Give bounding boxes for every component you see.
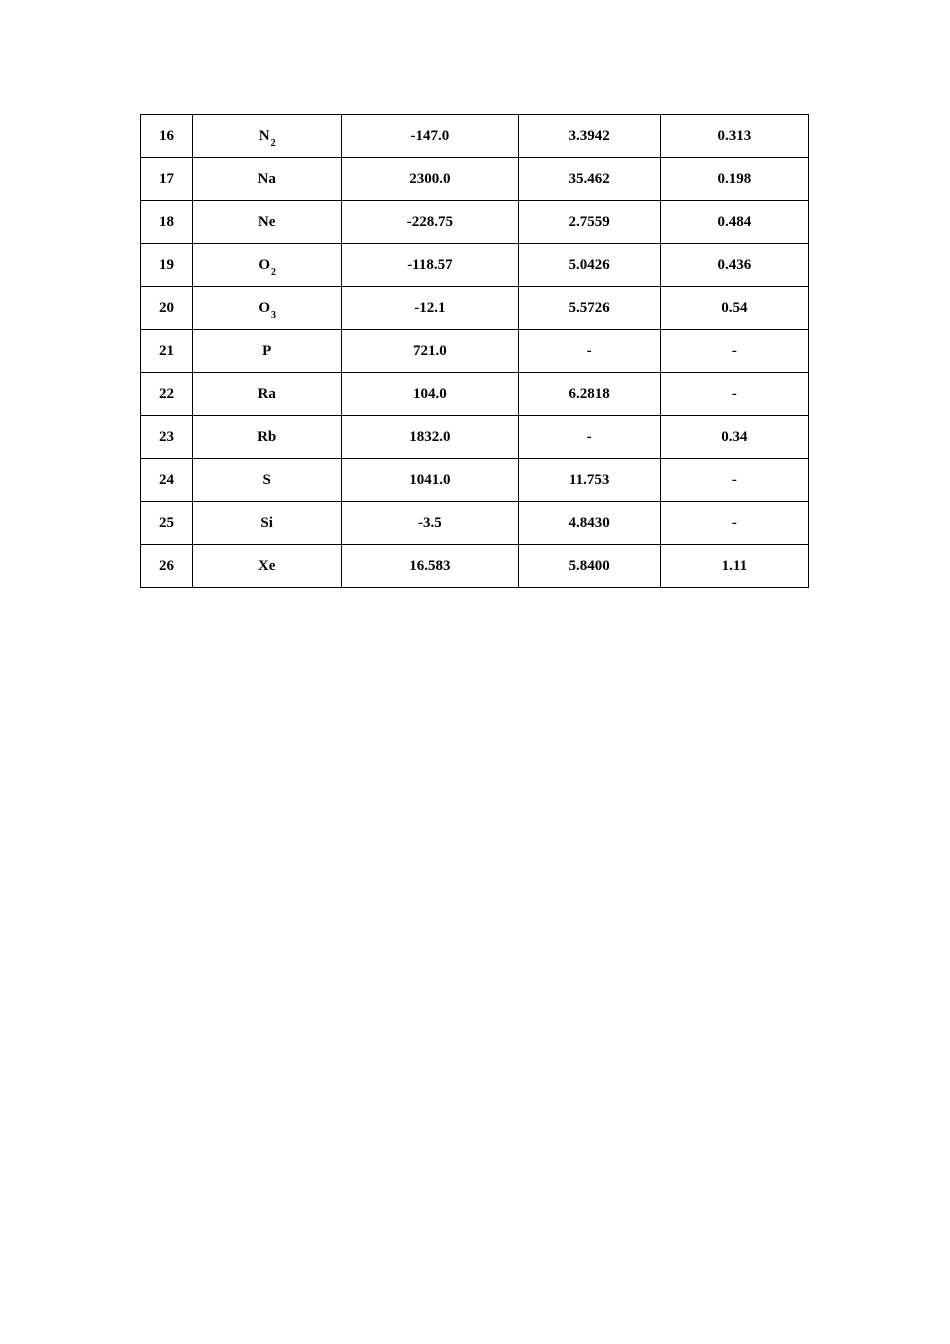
value-cell: -: [660, 330, 808, 373]
value-cell: 4.8430: [518, 502, 660, 545]
value-cell: -: [660, 459, 808, 502]
table-row: [141, 201, 809, 244]
table-row: [141, 115, 809, 158]
value-cell: -: [518, 330, 660, 373]
formula-text: Ne: [257, 213, 276, 230]
formula-cell: [193, 545, 342, 588]
formula-cell: [193, 330, 342, 373]
value-cell: 0.198: [660, 158, 808, 201]
formula-text: S: [262, 471, 271, 488]
formula-cell: [193, 416, 342, 459]
formula-text: Na: [257, 170, 276, 187]
value-cell: 104.0: [342, 373, 518, 416]
formula-cell: [193, 287, 342, 330]
formula-subscript: 2: [271, 266, 276, 278]
value-cell: 5.0426: [518, 244, 660, 287]
value-cell: -118.57: [342, 244, 518, 287]
value-cell: 2.7559: [518, 201, 660, 244]
value-cell: 5.8400: [518, 545, 660, 588]
formula-text: Si: [260, 514, 273, 531]
value-cell: 2300.0: [342, 158, 518, 201]
row-number-cell: 24: [141, 459, 193, 502]
value-cell: 0.313: [660, 115, 808, 158]
value-cell: 3.3942: [518, 115, 660, 158]
table-row: [141, 502, 809, 545]
table-body: [141, 115, 809, 588]
formula-text: Ra: [257, 385, 276, 402]
formula-cell: [193, 244, 342, 287]
value-cell: -228.75: [342, 201, 518, 244]
table-row: [141, 330, 809, 373]
formula-text: O: [258, 256, 270, 273]
formula-text: Rb: [257, 428, 277, 445]
value-cell: -: [518, 416, 660, 459]
formula-text: O: [258, 299, 270, 316]
value-cell: 0.484: [660, 201, 808, 244]
value-cell: 721.0: [342, 330, 518, 373]
value-cell: -: [660, 373, 808, 416]
value-cell: -: [660, 502, 808, 545]
formula-cell: [193, 502, 342, 545]
row-number-cell: 19: [141, 244, 193, 287]
formula-subscript: 3: [271, 309, 276, 321]
row-number-cell: 23: [141, 416, 193, 459]
table-row: [141, 459, 809, 502]
row-number-cell: 26: [141, 545, 193, 588]
formula-cell: [193, 373, 342, 416]
row-number-cell: 17: [141, 158, 193, 201]
value-cell: 16.583: [342, 545, 518, 588]
row-number-cell: 16: [141, 115, 193, 158]
row-number-cell: 21: [141, 330, 193, 373]
formula-cell: [193, 201, 342, 244]
value-cell: 0.436: [660, 244, 808, 287]
value-cell: -12.1: [342, 287, 518, 330]
formula-cell: [193, 459, 342, 502]
formula-subscript: 2: [270, 137, 276, 149]
value-cell: -147.0: [342, 115, 518, 158]
value-cell: 0.34: [660, 416, 808, 459]
table-row: [141, 287, 809, 330]
value-cell: 11.753: [518, 459, 660, 502]
formula-text: Xe: [257, 557, 276, 574]
row-number-cell: 22: [141, 373, 193, 416]
formula-cell: [193, 158, 342, 201]
data-table: [140, 114, 809, 588]
table-row: [141, 244, 809, 287]
value-cell: 1832.0: [342, 416, 518, 459]
value-cell: 1.11: [660, 545, 808, 588]
formula-cell: [193, 115, 342, 158]
table-row: [141, 416, 809, 459]
value-cell: 5.5726: [518, 287, 660, 330]
formula-text: P: [262, 342, 272, 359]
value-cell: 1041.0: [342, 459, 518, 502]
row-number-cell: 18: [141, 201, 193, 244]
value-cell: 6.2818: [518, 373, 660, 416]
table-row: [141, 158, 809, 201]
value-cell: 35.462: [518, 158, 660, 201]
table-row: [141, 373, 809, 416]
row-number-cell: 20: [141, 287, 193, 330]
value-cell: -3.5: [342, 502, 518, 545]
formula-text: N: [258, 127, 270, 144]
value-cell: 0.54: [660, 287, 808, 330]
table-row: [141, 545, 809, 588]
row-number-cell: 25: [141, 502, 193, 545]
